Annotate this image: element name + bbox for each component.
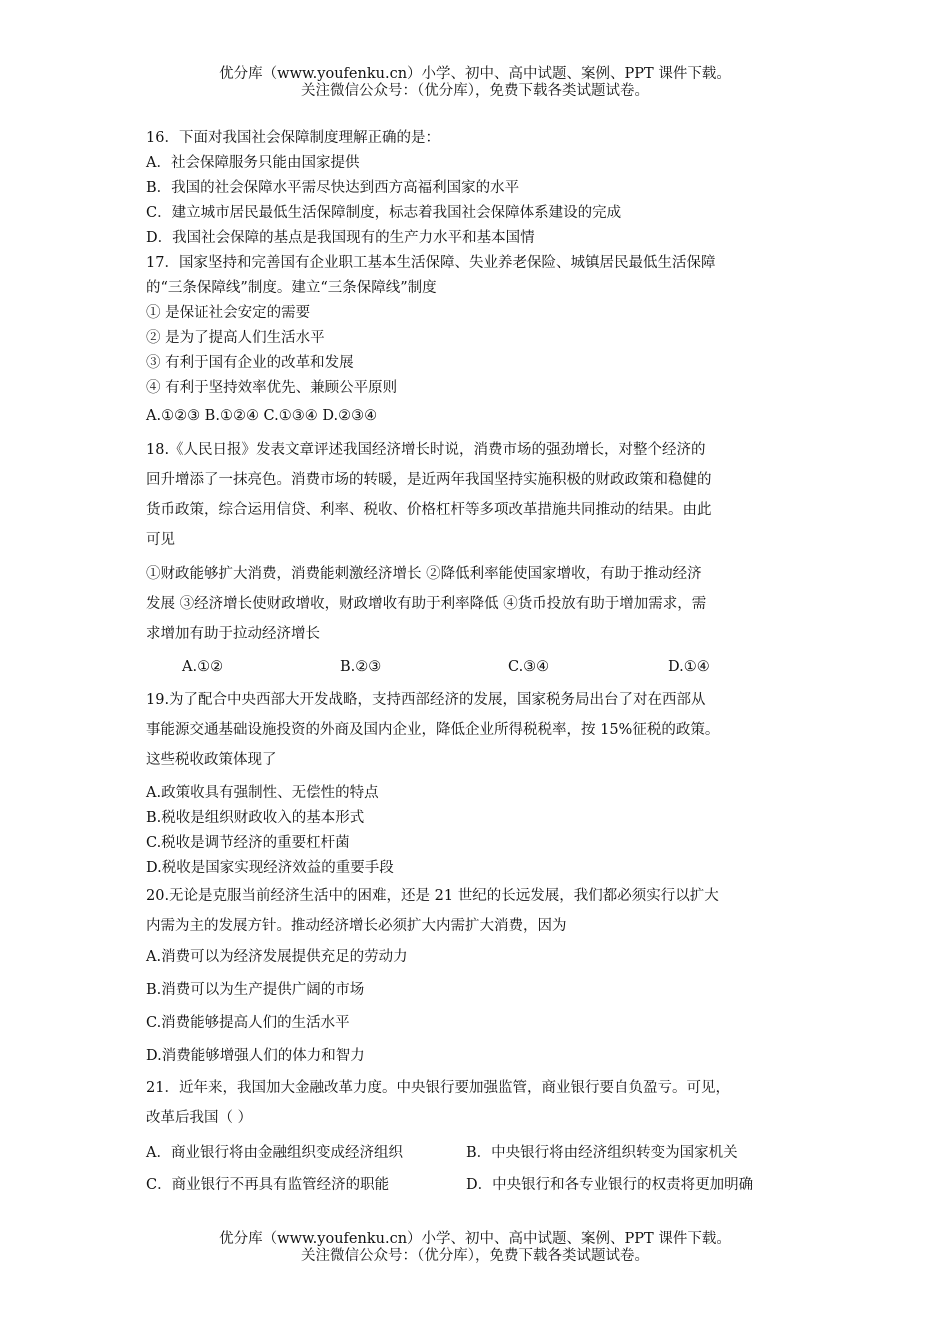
question-21-option-d: D．中央银行和各专业银行的权责将更加明确: [466, 1177, 754, 1193]
question-21-stem-line-1: 21．近年来，我国加大金融改革力度。中央银行要加强监管，商业银行要自负盈亏。可见，: [146, 1080, 730, 1096]
question-18: [146, 435, 810, 685]
question-18-stem-line-3: 货币政策，综合运用信贷、利率、税收、价格杠杆等多项改革措施共同推动的结果。由此: [146, 502, 712, 518]
question-16-stem: 16．下面对我国社会保障制度理解正确的是：: [146, 130, 440, 146]
question-21-stem-line-2: 改革后我国（ ）: [146, 1110, 253, 1126]
question-16-option-b: B．我国的社会保障水平需尽快达到西方高福利国家的水平: [146, 180, 520, 196]
question-17-stem-line-2: 的“三条保障线”制度。建立“三条保障线”制度: [146, 280, 437, 296]
question-19-option-c: C.税收是调节经济的重要杠杆菌: [146, 835, 350, 851]
question-19-option-a: A.政策收具有强制性、无偿性的特点: [146, 785, 379, 801]
question-19-stem-line-2: 事能源交通基础设施投资的外商及国内企业，降低企业所得税税率，按 15%征税的政策。: [146, 722, 720, 738]
question-17-statement-3: ③ 有利于国有企业的改革和发展: [146, 355, 354, 371]
question-18-stem-line-4: 可见: [146, 532, 175, 548]
page-header: [0, 66, 950, 100]
question-16: [146, 126, 810, 251]
question-18-option-d: D.①④: [668, 659, 710, 675]
question-20-stem-line-1: 20.无论是克服当前经济生活中的困难，还是 21 世纪的长远发展，我们都必须实行以扩大: [146, 888, 719, 904]
question-20-option-a: A.消费可以为经济发展提供充足的劳动力: [146, 949, 408, 965]
question-18-option-a: A.①②: [182, 659, 224, 675]
question-18-option-c: C.③④: [508, 659, 550, 675]
question-19: [146, 685, 810, 881]
question-18-option-b: B.②③: [340, 659, 382, 675]
question-17-statement-2: ② 是为了提高人们生活水平: [146, 330, 325, 346]
question-19-option-d: D.税收是国家实现经济效益的重要手段: [146, 860, 394, 876]
question-16-option-c: C．建立城市居民最低生活保障制度，标志着我国社会保障体系建设的完成: [146, 205, 622, 221]
question-21-option-a: A．商业银行将由金融组织变成经济组织: [146, 1145, 403, 1161]
question-21-options-row-2: [146, 1169, 810, 1201]
question-17-statement-1: ① 是保证社会安定的需要: [146, 305, 311, 321]
question-21-option-b: B．中央银行将由经济组织转变为国家机关: [466, 1145, 738, 1161]
question-21-option-c: C．商业银行不再具有监管经济的职能: [146, 1177, 390, 1193]
question-20: [146, 881, 810, 1073]
question-19-stem-line-1: 19.为了配合中央西部大开发战略，支持西部经济的发展，国家税务局出台了对在西部从: [146, 692, 706, 708]
question-16-option-a: A．社会保障服务只能由国家提供: [146, 155, 360, 171]
question-19-option-b: B.税收是组织财政收入的基本形式: [146, 810, 365, 826]
question-17-options: A.①②③ B.①②④ C.①③④ D.②③④: [146, 408, 378, 424]
question-18-statements-line-2: 发展 ③经济增长使财政增收，财政增收有助于利率降低 ④货币投放有助于增加需求，需: [146, 596, 707, 612]
question-20-option-d: D.消费能够增强人们的体力和智力: [146, 1048, 365, 1064]
question-17-stem-line-1: 17．国家坚持和完善国有企业职工基本生活保障、失业养老保险、城镇居民最低生活保障: [146, 255, 716, 271]
question-18-stem-line-1: 18.《人民日报》发表文章评述我国经济增长时说，消费市场的强劲增长，对整个经济的: [146, 442, 706, 458]
question-18-options: [146, 649, 810, 685]
question-18-statements-line-1: ①财政能够扩大消费，消费能刺激经济增长 ②降低利率能使国家增收，有助于推动经济: [146, 566, 702, 582]
question-16-option-d: D．我国社会保障的基点是我国现有的生产力水平和基本国情: [146, 230, 535, 246]
question-19-stem-line-3: 这些税收政策体现了: [146, 752, 277, 768]
question-20-stem-line-2: 内需为主的发展方针。推动经济增长必须扩大内需扩大消费，因为: [146, 918, 567, 934]
question-20-option-b: B.消费可以为生产提供广阔的市场: [146, 982, 365, 998]
footer-line-1: 优分库（www.youfenku.cn）小学、初中、高中试题、案例、PPT 课件下载。: [219, 1231, 731, 1247]
question-17-statement-4: ④ 有利于坚持效率优先、兼顾公平原则: [146, 380, 398, 396]
header-line-2: 关注微信公众号：（优分库），免费下载各类试题试卷。: [301, 83, 649, 99]
question-20-option-c: C.消费能够提高人们的生活水平: [146, 1015, 350, 1031]
header-line-1: 优分库（www.youfenku.cn）小学、初中、高中试题、案例、PPT 课件下载。: [219, 66, 731, 82]
page-footer: [0, 1231, 950, 1265]
question-content: [146, 126, 810, 1201]
question-21: [146, 1073, 810, 1201]
footer-line-2: 关注微信公众号：（优分库），免费下载各类试题试卷。: [301, 1248, 649, 1264]
question-18-stem-line-2: 回升增添了一抹亮色。消费市场的转暖，是近两年我国坚持实施积极的财政政策和稳健的: [146, 472, 712, 488]
question-18-statements-line-3: 求增加有助于拉动经济增长: [146, 626, 320, 642]
question-21-options-row-1: [146, 1137, 810, 1169]
question-17: [146, 251, 810, 431]
